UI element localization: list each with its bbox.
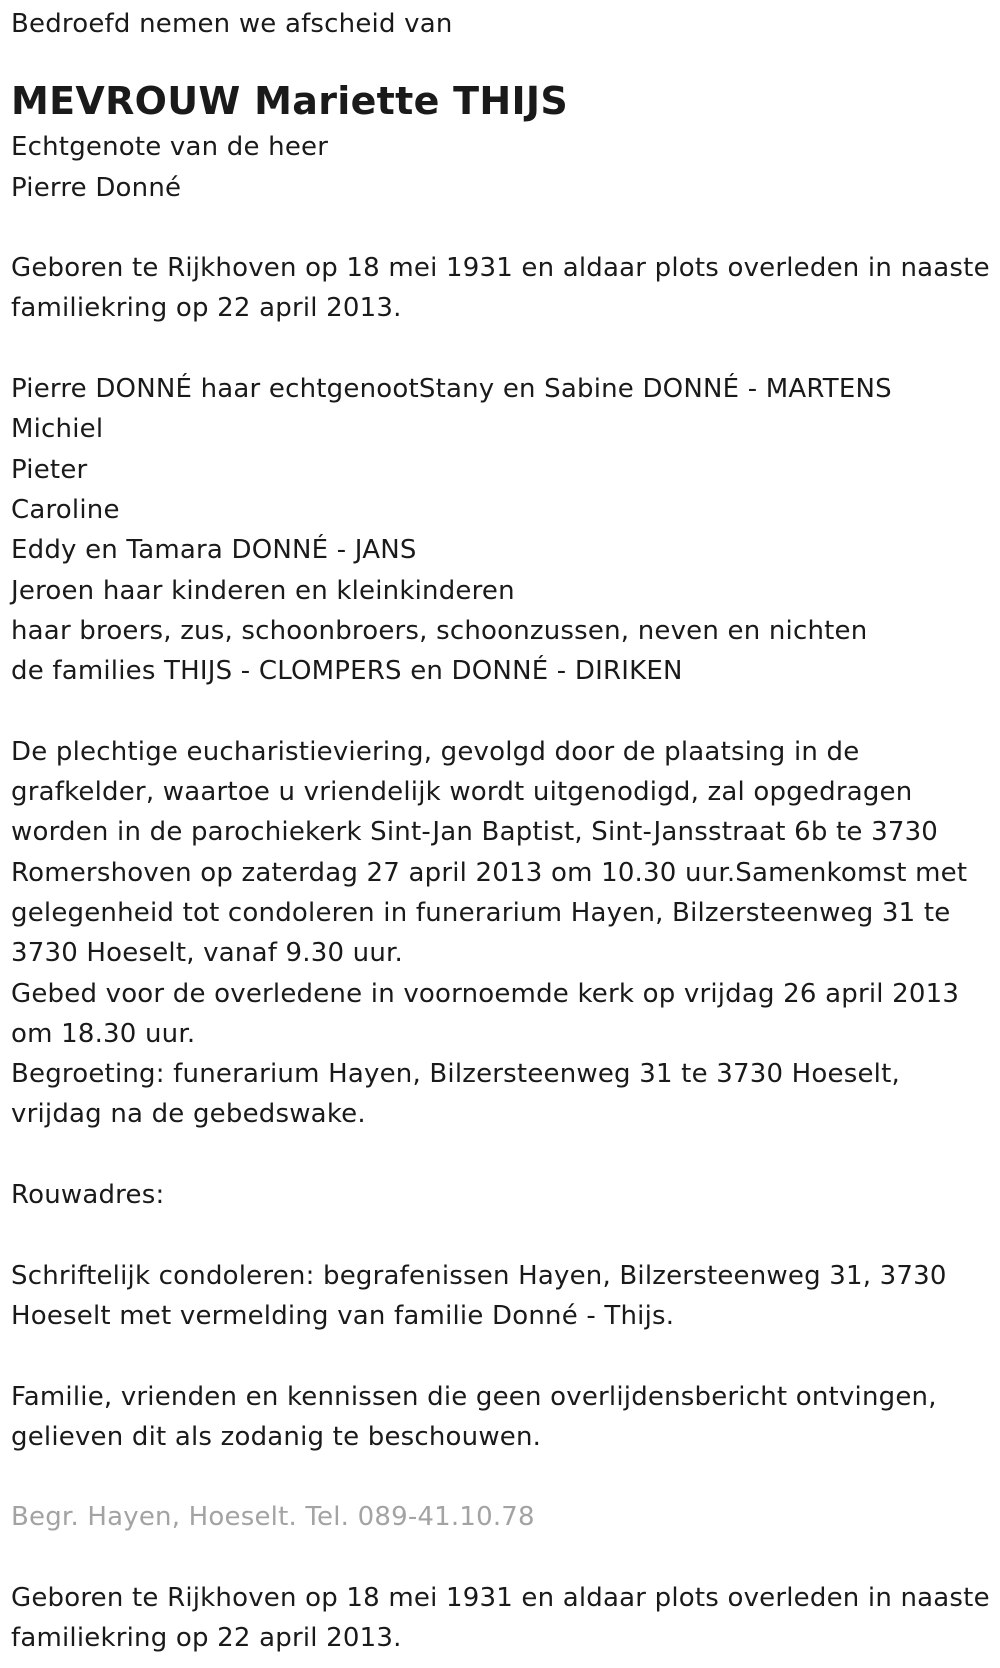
birth-block [11, 248, 991, 329]
deceased-name: MEVROUW Mariette THIJS [11, 79, 569, 124]
spacer [11, 1336, 991, 1376]
notice-line: gelieven dit als zodanig te beschouwen. [11, 1421, 542, 1452]
ceremony-line: Gebed voor de overledene in voornoemde kerk op vrijdag 26 april 2013 [11, 978, 960, 1009]
spacer [11, 1215, 991, 1255]
address-label: Rouwadres: [11, 1180, 165, 1211]
spouse-block [11, 127, 991, 208]
birth-repeat-block [11, 1578, 991, 1659]
ceremony-line: De plechtige eucharistieviering, gevolgd door de plaatsing in de [11, 736, 860, 767]
family-member: Eddy en Tamara DONNÉ - JANS [11, 535, 417, 566]
condolences-line: Hoeselt met vermelding van familie Donné - Thijs. [11, 1300, 675, 1331]
spouse-name: Pierre Donné [11, 172, 182, 203]
spacer [11, 1457, 991, 1497]
ceremony-line: worden in de parochiekerk Sint-Jan Baptist, Sint-Jansstraat 6b te 3730 [11, 817, 939, 848]
birth-line: familiekring op 22 april 2013. [11, 293, 402, 324]
ceremony-line: Romershoven op zaterdag 27 april 2013 om 10.30 uur.Samenkomst met [11, 857, 968, 888]
ceremony-line: gelegenheid tot condoleren in funerarium Hayen, Bilzersteenweg 31 te [11, 897, 951, 928]
ceremony-line: vrijdag na de gebedswake. [11, 1099, 366, 1130]
intro-text: Bedroefd nemen we afscheid van [11, 9, 453, 39]
family-member: Pieter [11, 454, 88, 485]
obituary-notice [11, 0, 991, 1659]
condolences-block [11, 1256, 991, 1337]
ceremony-line: grafkelder, waartoe u vriendelijk wordt uitgenodigd, zal opgedragen [11, 777, 913, 808]
notice-block [11, 1377, 991, 1458]
ceremony-line: Begroeting: funerarium Hayen, Bilzersteenweg 31 te 3730 Hoeselt, [11, 1059, 900, 1090]
ceremony-block [11, 732, 991, 1135]
birth-line: Geboren te Rijkhoven op 18 mei 1931 en aldaar plots overleden in naaste [11, 253, 990, 284]
family-member: Jeroen haar kinderen en kleinkinderen [11, 575, 515, 606]
undertaker-contact: Begr. Hayen, Hoeselt. Tel. 089-41.10.78 [11, 1502, 535, 1533]
family-member: Pierre DONNÉ haar echtgenootStany en Sabine DONNÉ - MARTENS [11, 374, 892, 405]
ceremony-line: 3730 Hoeselt, vanaf 9.30 uur. [11, 938, 404, 969]
spouse-line: Echtgenote van de heer [11, 132, 329, 163]
family-list [11, 369, 991, 691]
family-member: de families THIJS - CLOMPERS en DONNÉ - DIRIKEN [11, 656, 683, 687]
birth-line: familiekring op 22 april 2013. [11, 1623, 402, 1654]
spacer [11, 1538, 991, 1578]
birth-line: Geboren te Rijkhoven op 18 mei 1931 en aldaar plots overleden in naaste [11, 1582, 990, 1613]
notice-line: Familie, vrienden en kennissen die geen overlijdensbericht ontvingen, [11, 1381, 937, 1412]
spacer [11, 329, 991, 369]
condolences-line: Schriftelijk condoleren: begrafenissen Hayen, Bilzersteenweg 31, 3730 [11, 1260, 947, 1291]
family-member: Michiel [11, 414, 104, 445]
ceremony-line: om 18.30 uur. [11, 1018, 196, 1049]
spacer [11, 691, 991, 731]
family-member: Caroline [11, 494, 120, 525]
spacer [11, 208, 991, 248]
family-member: haar broers, zus, schoonbroers, schoonzussen, neven en nichten [11, 615, 868, 646]
spacer [11, 1135, 991, 1175]
